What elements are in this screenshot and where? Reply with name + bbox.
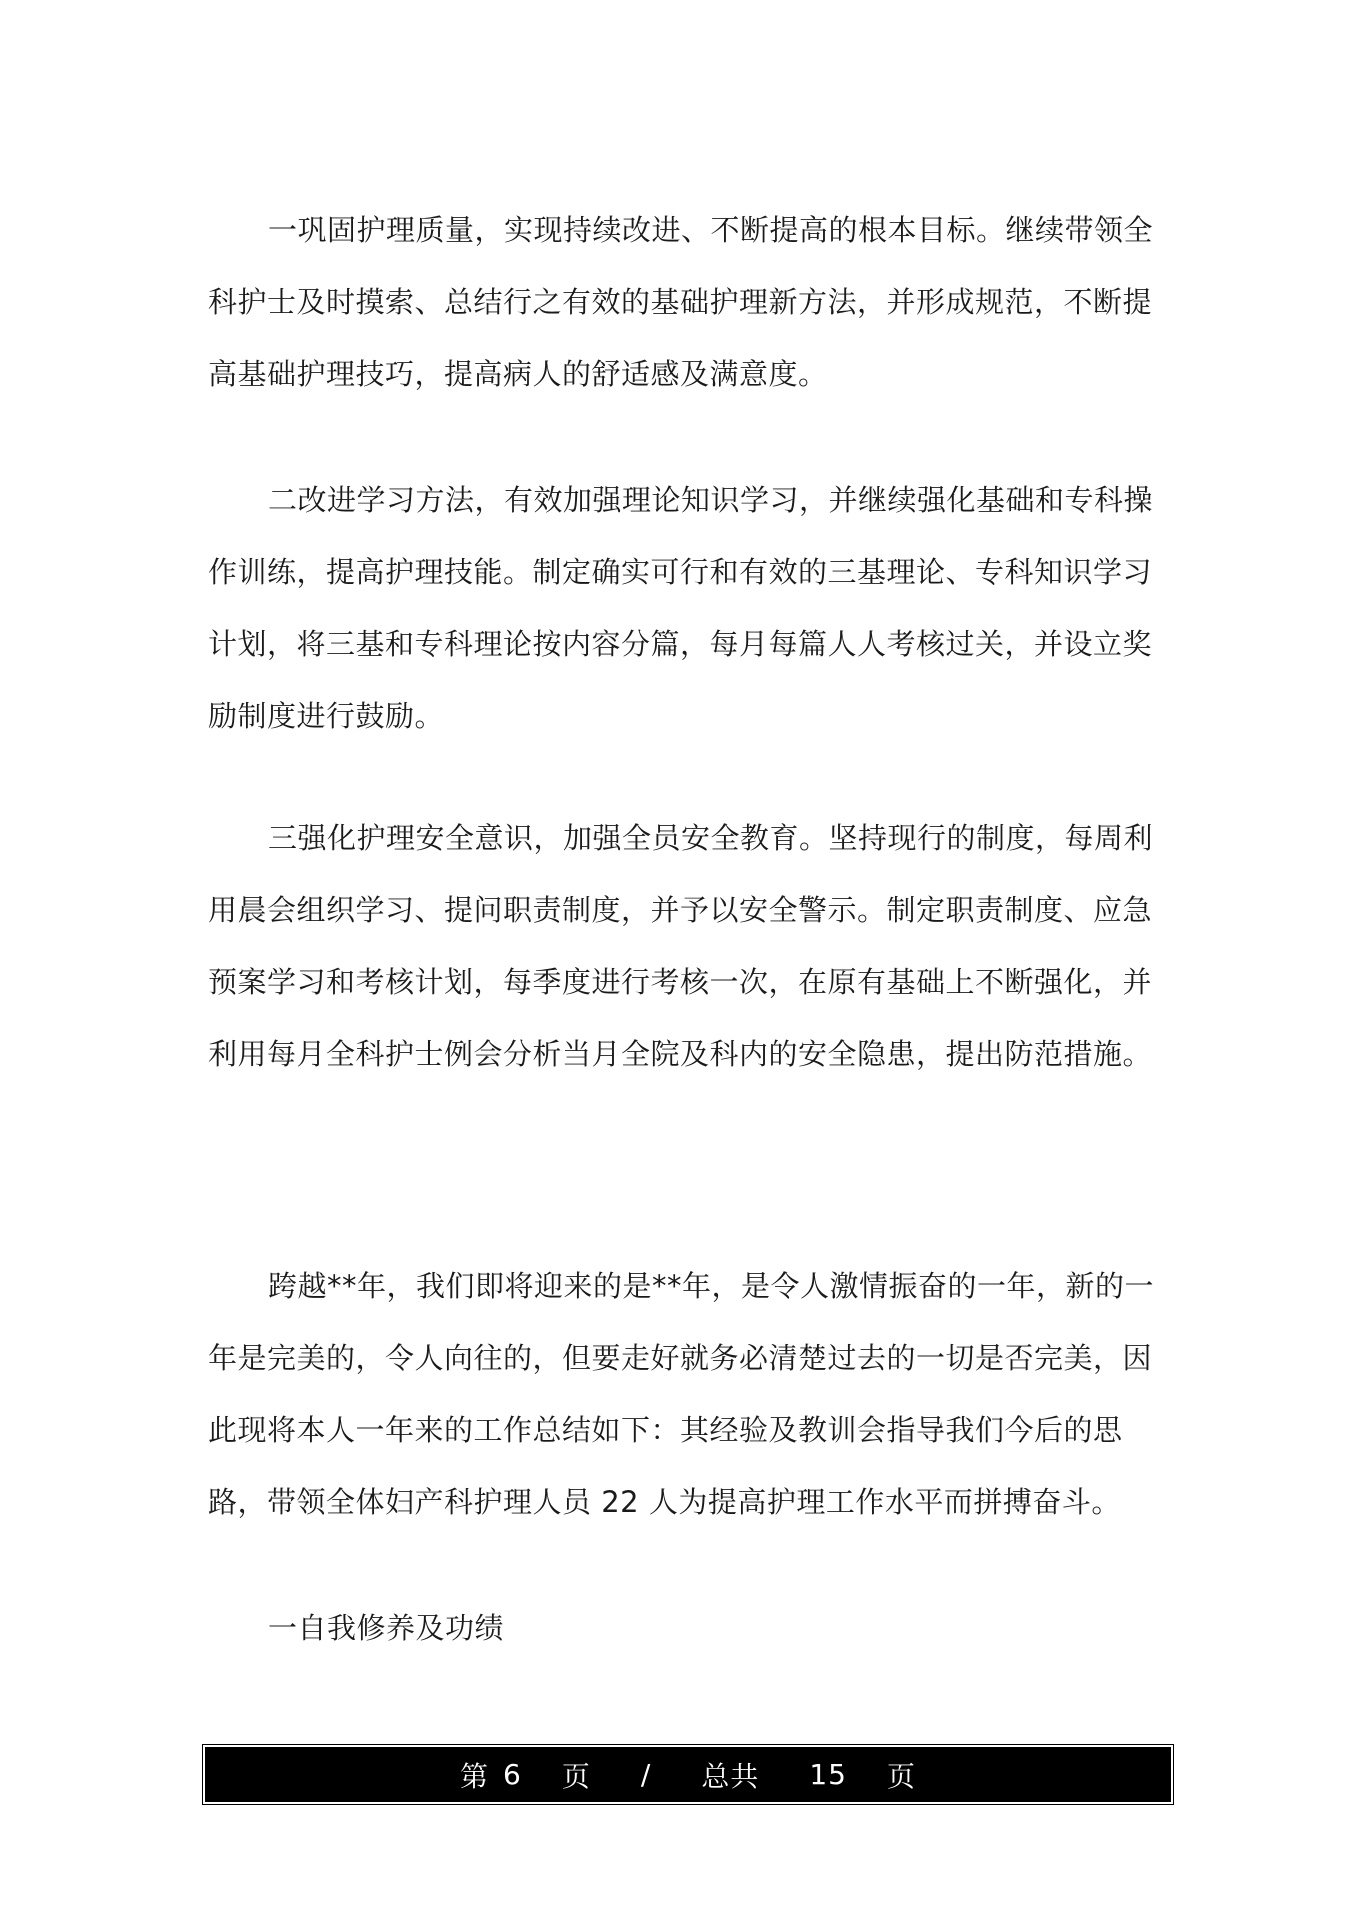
total-unit: 页 [886,1759,916,1793]
total-pages-number: 15 [809,1758,847,1791]
paragraph-line: 高基础护理技巧，提高病人的舒适感及满意度。 [208,357,828,391]
paragraph-line: 科护士及时摸索、总结行之有效的基础护理新方法，并形成规范，不断提 [208,285,1153,319]
paragraph-line: 一自我修养及功绩 [268,1611,505,1645]
paragraph-line: 用晨会组织学习、提问职责制度，并予以安全警示。制定职责制度、应急 [208,893,1153,927]
paragraph [208,802,1168,1090]
paragraph [208,1250,1168,1538]
paragraph-line: 利用每月全科护士例会分析当月全院及科内的安全隐患，提出防范措施。 [208,1037,1153,1071]
paragraph-line: 一巩固护理质量，实现持续改进、不断提高的根本目标。继续带领全 [268,213,1154,247]
paragraph-line: 励制度进行鼓励。 [208,699,445,733]
page-footer [203,1745,1173,1804]
paragraph-line: 作训练，提高护理技能。制定确实可行和有效的三基理论、专科知识学习 [208,555,1153,589]
paragraph-line: 预案学习和考核计划，每季度进行考核一次，在原有基础上不断强化，并 [208,965,1153,999]
paragraph-line: 二改进学习方法，有效加强理论知识学习，并继续强化基础和专科操 [268,483,1154,517]
paragraph-line: 跨越**年，我们即将迎来的是**年，是令人激情振奋的一年，新的一 [268,1269,1155,1303]
page-unit: 页 [561,1759,591,1793]
page-separator: / [640,1758,652,1791]
paragraph-line: 年是完美的，令人向往的，但要走好就务必清楚过去的一切是否完美，因 [208,1341,1153,1375]
current-page-number: 6 [503,1758,522,1791]
section-heading [208,1592,1168,1664]
paragraph-line: 此现将本人一年来的工作总结如下：其经验及教训会指导我们今后的思 [208,1413,1123,1447]
total-label: 总共 [701,1759,760,1793]
paragraph [208,194,1168,410]
paragraph-line: 三强化护理安全意识，加强全员安全教育。坚持现行的制度，每周利 [268,821,1154,855]
paragraph [208,464,1168,752]
page-label: 第 [460,1759,490,1793]
paragraph-line: 路，带领全体妇产科护理人员 22 人为提高护理工作水平而拼搏奋斗。 [208,1485,1121,1519]
paragraph-line: 计划，将三基和专科理论按内容分篇，每月每篇人人考核过关，并设立奖 [208,627,1153,661]
